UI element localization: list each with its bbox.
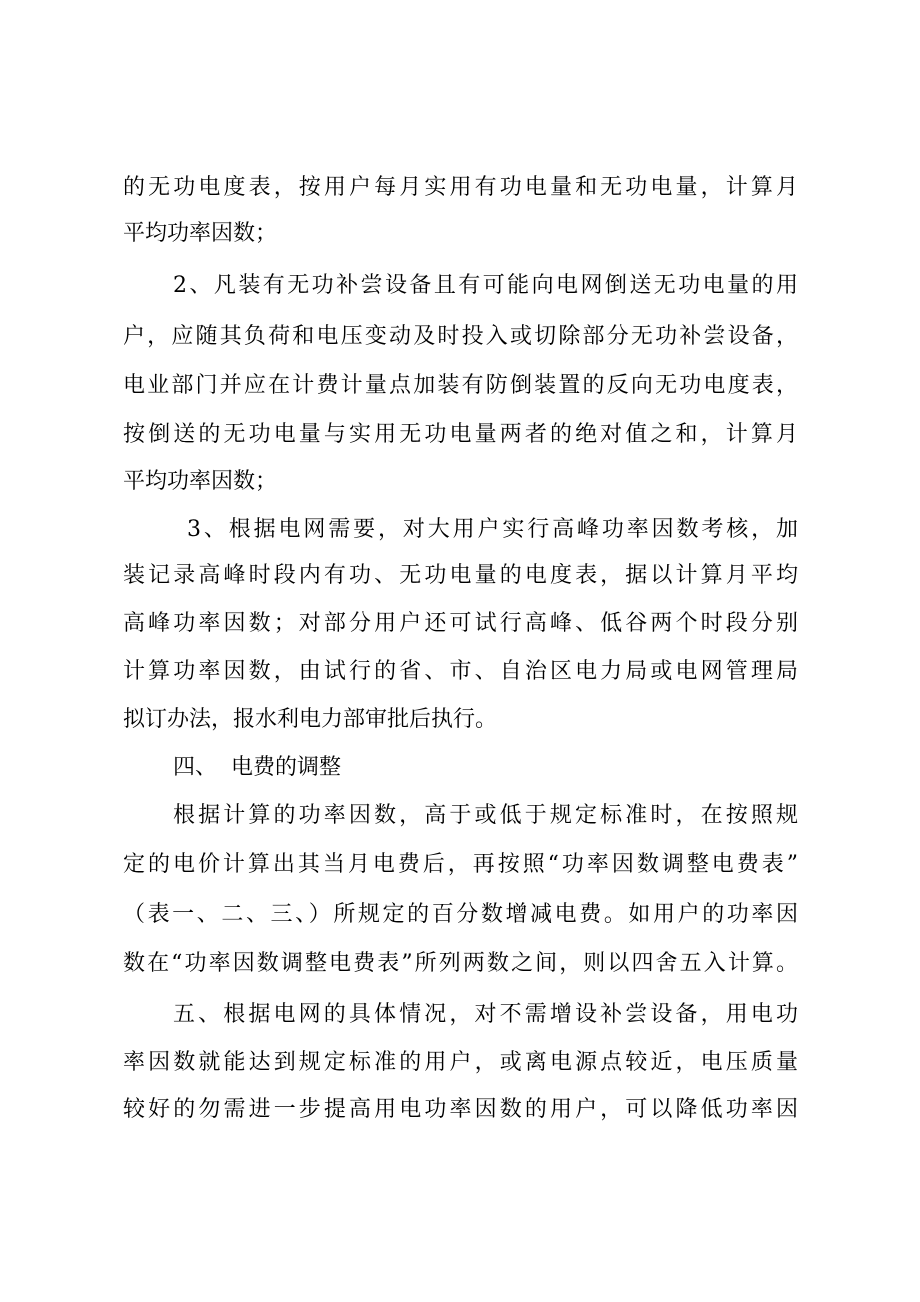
text-line: 平均功率因数；	[123, 221, 278, 246]
text-line: 电业部门并应在计费计量点加装有防倒装置的反向无功电度表，	[123, 373, 798, 398]
text-line: 平均功率因数；	[123, 469, 278, 494]
text-line: 2、凡装有无功补尝设备且有可能向电网倒送无功电量的用	[173, 273, 798, 298]
text-line: 3、根据电网需要，对大用户实行高峰功率因数考核，加	[187, 517, 798, 542]
text-line: 高峰功率因数；对部分用户还可试行高峰、低谷两个时段分别	[123, 611, 798, 636]
text-line: 的无功电度表，按用户每月实用有功电量和无功电量，计算月	[123, 175, 798, 200]
text-line: 装记录高峰时段内有功、无功电量的电度表，据以计算月平均	[123, 563, 798, 588]
text-line: 率因数就能达到规定标准的用户，或离电源点较近，电压质量	[123, 1050, 798, 1075]
text-line: 数在“功率因数调整电费表”所列两数之间，则以四舍五入计算。	[123, 951, 798, 976]
text-line: 拟订办法，报水利电力部审批后执行。	[123, 707, 498, 732]
text-line: 五、根据电网的具体情况，对不需增设补尝设备，用电功	[173, 1002, 798, 1027]
text-line: （表一、二、三、）所规定的百分数增减电费。如用户的功率因	[123, 902, 798, 927]
text-line: 计算功率因数，由试行的省、市、自治区电力局或电网管理局	[123, 659, 798, 684]
section-heading: 四、 电费的调整	[173, 755, 341, 780]
text-line: 根据计算的功率因数，高于或低于规定标准时，在按照规	[173, 803, 798, 828]
text-line: 按倒送的无功电量与实用无功电量两者的绝对值之和，计算月	[123, 422, 798, 447]
text-line: 户，应随其负荷和电压变动及时投入或切除部分无功补尝设备，	[123, 324, 798, 349]
text-line: 定的电价计算出其当月电费后，再按照“功率因数调整电费表”	[123, 852, 798, 877]
text-line: 较好的勿需进一步提高用电功率因数的用户，可以降低功率因	[123, 1097, 798, 1122]
